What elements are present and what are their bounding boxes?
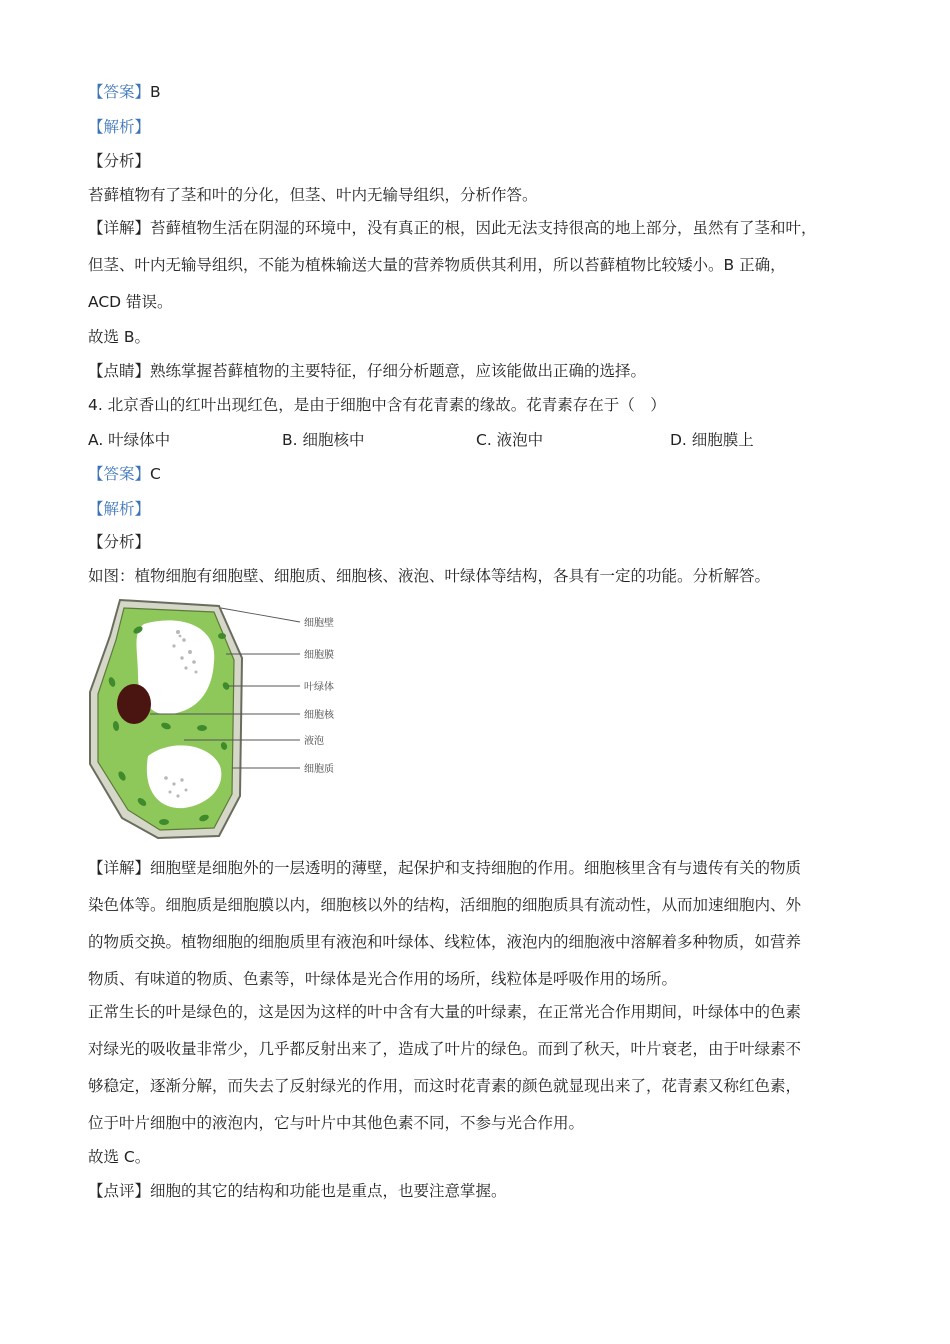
label-vacuole: 液泡: [304, 736, 324, 747]
q4-xiangjie-line-7: 够稳定，逐渐分解，而失去了反射绿光的作用，而这时花青素的颜色就显现出来了，花青素又称红色素，: [88, 1077, 802, 1095]
q4-option-a: A. 叶绿体中: [88, 431, 171, 449]
q4-xiangjie-line-3: 的物质交换。植物细胞的细胞质里有液泡和叶绿体、线粒体，液泡内的细胞液中溶解着多种物质，如营养: [88, 933, 802, 951]
xiangjie-tag: 【详解】: [88, 219, 151, 237]
q4-xiangjie-line-5: 正常生长的叶是绿色的，这是因为这样的叶中含有大量的叶绿素，在正常光合作用期间，叶绿体中的色素: [88, 1003, 802, 1021]
q3-fenxi-tag: 【分析】: [88, 152, 151, 170]
q3-jiexi-tag: 【解析】: [88, 118, 151, 136]
q4-answer-line: [88, 462, 161, 484]
xiangjie-tag: 【详解】: [88, 859, 151, 877]
xiangjie-text: 苔藓植物生活在阴湿的环境中，没有真正的根，因此无法支持很高的地上部分，虽然有了茎和叶，: [150, 219, 817, 237]
q3-answer-line: [88, 80, 161, 102]
xiangjie-text: 细胞壁是细胞外的一层透明的薄壁，起保护和支持细胞的作用。细胞核里含有与遗传有关的物质: [150, 859, 802, 877]
q4-question: 4. 北京香山的红叶出现红色，是由于细胞中含有花青素的缘故。花青素存在于（ ）: [88, 396, 666, 414]
q4-fenxi-tag: 【分析】: [88, 533, 151, 551]
q3-xiangjie-line-2: 但茎、叶内无输导组织，不能为植株输送大量的营养物质供其利用，所以苔藓植物比较矮小。B 正确，: [88, 256, 786, 274]
q4-xiangjie-line-4: 物质、有味道的物质、色素等，叶绿体是光合作用的场所，线粒体是呼吸作用的场所。: [88, 970, 678, 988]
label-chloroplast: 叶绿体: [304, 682, 334, 693]
q3-fenxi-text: 苔藓植物有了茎和叶的分化，但茎、叶内无输导组织，分析作答。: [88, 186, 538, 204]
label-cell-membrane: 细胞膜: [304, 650, 334, 661]
q4-guxuan: 故选 C。: [88, 1148, 151, 1166]
q4-option-d: D. 细胞膜上: [670, 431, 754, 449]
dianjing-tag: 【点睛】: [88, 362, 151, 380]
label-cytoplasm: 细胞质: [304, 764, 334, 775]
q3-guxuan: 故选 B。: [88, 328, 151, 346]
label-nucleus: 细胞核: [304, 710, 334, 721]
answer-tag: 【答案】: [88, 465, 151, 483]
q4-xiangjie-line-8: 位于叶片细胞中的液泡内，它与叶片中其他色素不同，不参与光合作用。: [88, 1114, 585, 1132]
q3-xiangjie-line-3: ACD 错误。: [88, 293, 173, 311]
q4-option-b: B. 细胞核中: [282, 431, 365, 449]
answer-tag: 【答案】: [88, 83, 151, 101]
nucleus: [117, 684, 151, 724]
q3-xiangjie-line-1: [88, 216, 817, 238]
q4-option-c: C. 液泡中: [476, 431, 544, 449]
dianping-text: 细胞的其它的结构和功能也是重点，也要注意掌握。: [150, 1182, 507, 1200]
q4-xiangjie-line-6: 对绿光的吸收量非常少，几乎都反射出来了，造成了叶片的绿色。而到了秋天，叶片衰老，由于叶绿素不: [88, 1040, 802, 1058]
q4-xiangjie-line-2: 染色体等。细胞质是细胞膜以内，细胞核以外的结构，活细胞的细胞质具有流动性，从而加速细胞内、外: [88, 896, 802, 914]
plant-cell-diagram: [86, 596, 366, 842]
q3-dianjing-line: [88, 359, 646, 381]
label-cell-wall: 细胞壁: [304, 618, 334, 629]
answer-value: C: [150, 465, 161, 483]
q4-jiexi-tag: 【解析】: [88, 500, 151, 518]
q4-xiangjie-line-1: [88, 856, 801, 878]
dianping-tag: 【点评】: [88, 1182, 151, 1200]
dianjing-text: 熟练掌握苔藓植物的主要特征，仔细分析题意，应该能做出正确的选择。: [150, 362, 647, 380]
q4-dianping-line: [88, 1179, 507, 1201]
answer-value: B: [150, 83, 161, 101]
q4-fenxi-text: 如图：植物细胞有细胞壁、细胞质、细胞核、液泡、叶绿体等结构，各具有一定的功能。分析解答。: [88, 567, 771, 585]
